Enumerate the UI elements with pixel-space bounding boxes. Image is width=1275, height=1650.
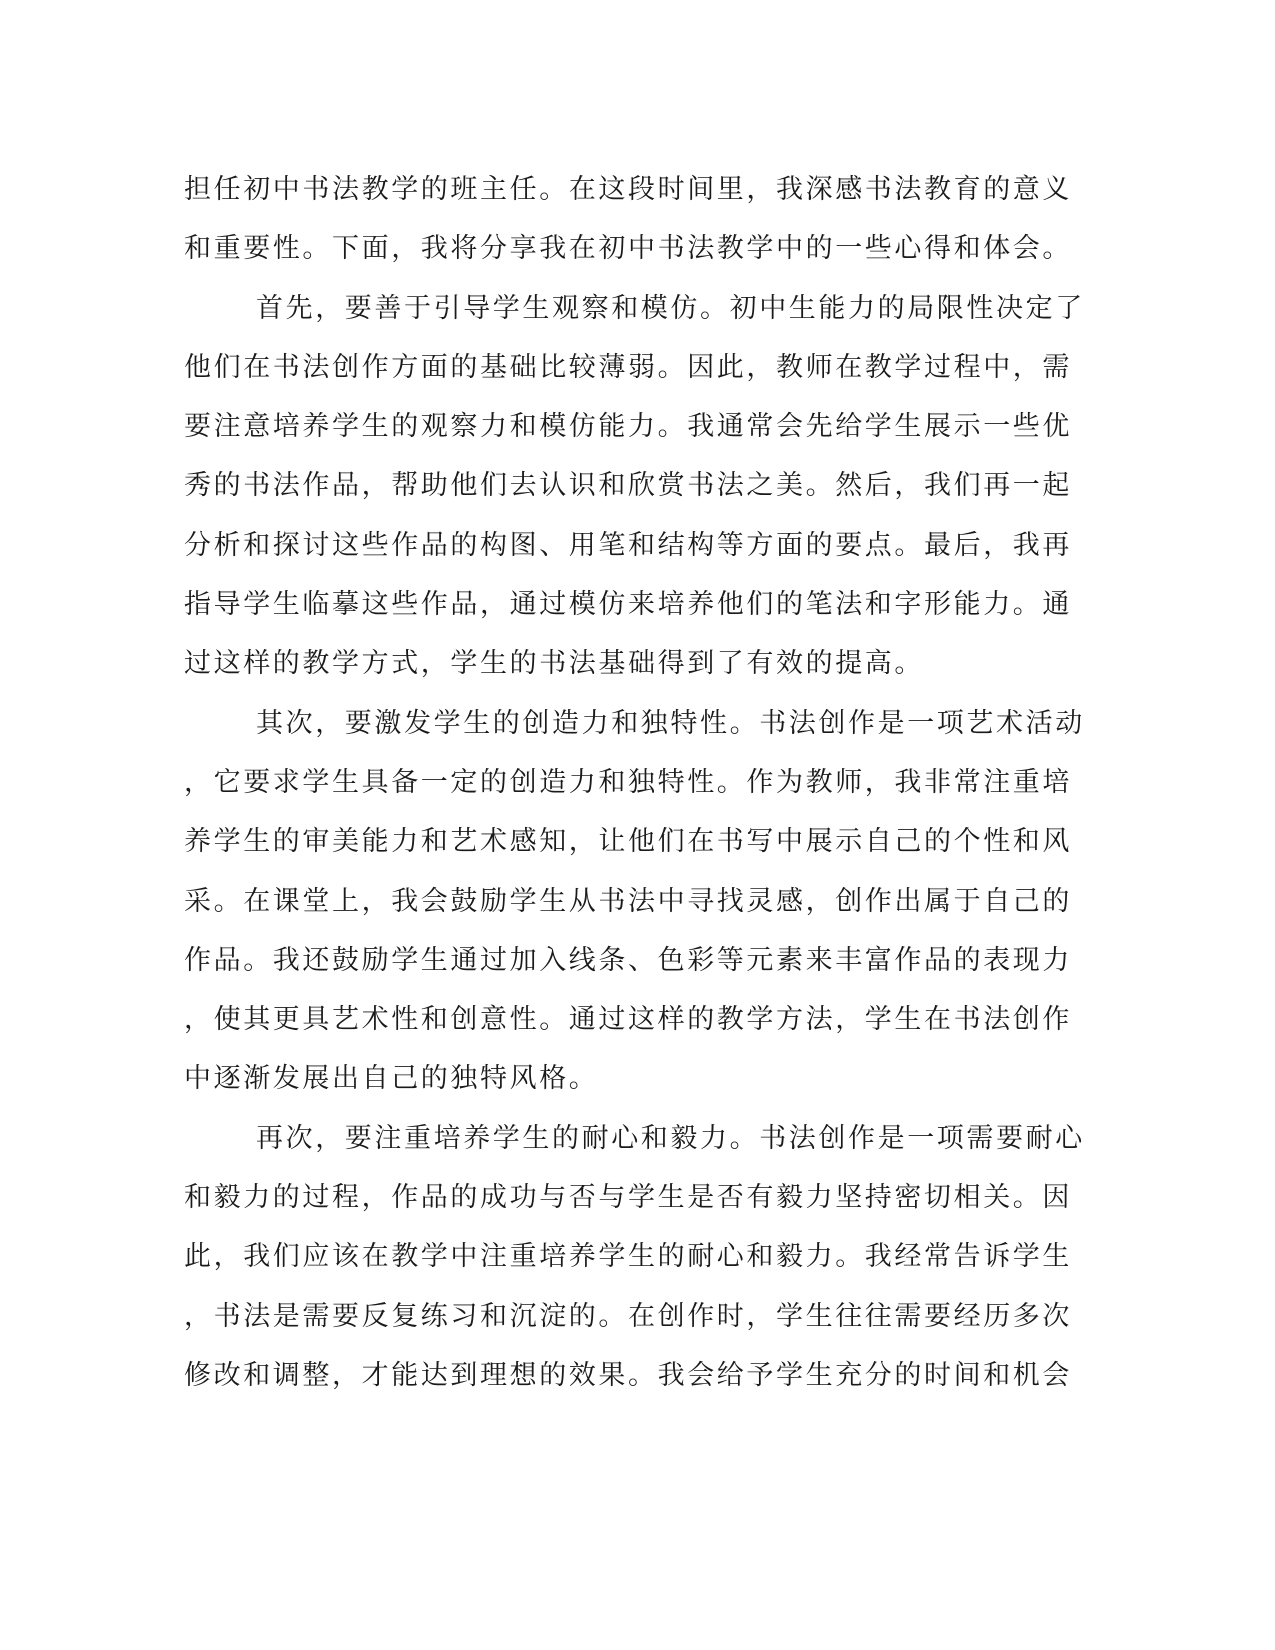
text-line: 过这样的教学方式，学生的书法基础得到了有效的提高。 xyxy=(184,648,924,680)
text-line: ，使其更具艺术性和创意性。通过这样的教学方法，学生在书法创作 xyxy=(184,1004,1072,1036)
text-line: 担任初中书法教学的班主任。在这段时间里，我深感书法教育的意义 xyxy=(184,174,1072,205)
text-line: 秀的书法作品，帮助他们去认识和欣赏书法之美。然后，我们再一起 xyxy=(184,470,1072,502)
text-line: 指导学生临摹这些作品，通过模仿来培养他们的笔法和字形能力。通 xyxy=(184,589,1072,621)
text-line: 要注意培养学生的观察力和模仿能力。我通常会先给学生展示一些优 xyxy=(184,411,1072,443)
paragraph-start-line: 首先，要善于引导学生观察和模仿。初中生能力的局限性决定了 xyxy=(256,292,1085,324)
text-line: 中逐渐发展出自己的独特风格。 xyxy=(184,1063,599,1095)
text-line: 养学生的审美能力和艺术感知，让他们在书写中展示自己的个性和风 xyxy=(184,826,1072,858)
text-line: 此，我们应该在教学中注重培养学生的耐心和毅力。我经常告诉学生 xyxy=(184,1241,1072,1273)
paragraph-start-line: 再次，要注重培养学生的耐心和毅力。书法创作是一项需要耐心 xyxy=(256,1122,1085,1154)
text-line: 和重要性。下面，我将分享我在初中书法教学中的一些心得和体会。 xyxy=(184,233,1072,265)
paragraph-start-line: 其次，要激发学生的创造力和独特性。书法创作是一项艺术活动 xyxy=(256,707,1085,739)
body-text xyxy=(184,160,1085,1405)
text-line: 他们在书法创作方面的基础比较薄弱。因此，教师在教学过程中，需 xyxy=(184,351,1072,383)
text-line: 作品。我还鼓励学生通过加入线条、色彩等元素来丰富作品的表现力 xyxy=(184,944,1072,976)
text-line: 分析和探讨这些作品的构图、用笔和结构等方面的要点。最后，我再 xyxy=(184,529,1072,561)
text-line: 修改和调整，才能达到理想的效果。我会给予学生充分的时间和机会 xyxy=(184,1359,1072,1391)
text-line: 和毅力的过程，作品的成功与否与学生是否有毅力坚持密切相关。因 xyxy=(184,1182,1072,1214)
text-line: 采。在课堂上，我会鼓励学生从书法中寻找灵感，创作出属于自己的 xyxy=(184,885,1072,917)
text-line: ，它要求学生具备一定的创造力和独特性。作为教师，我非常注重培 xyxy=(184,766,1072,798)
text-line: ，书法是需要反复练习和沉淀的。在创作时，学生往往需要经历多次 xyxy=(184,1300,1072,1332)
